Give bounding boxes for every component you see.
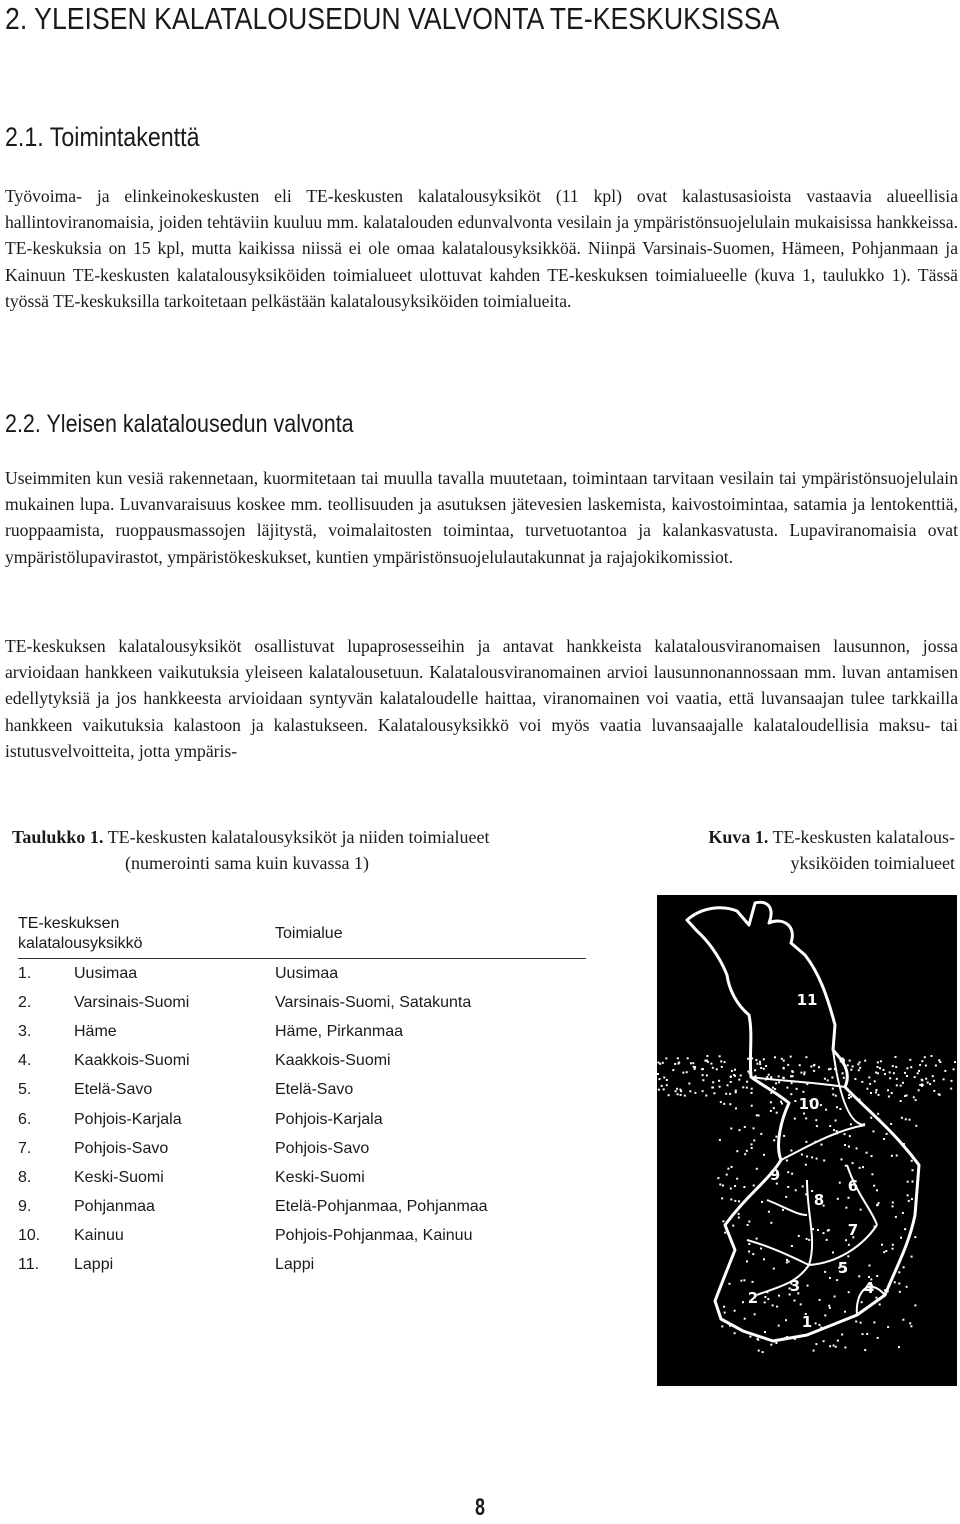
map-outline [687,902,919,1341]
row-unit: Pohjois-Savo [74,1139,169,1157]
map-region-label: 9 [769,1166,781,1184]
row-unit: Kaakkois-Suomi [74,1052,190,1070]
row-unit: Kainuu [74,1227,124,1245]
map-region-label: 3 [789,1277,801,1295]
row-unit: Häme [74,1022,117,1040]
table-caption-line1: TE-keskusten kalatalousyksiköt ja niiden toimialueet [107,827,490,847]
figure-caption [660,824,955,876]
map-region-label: 2 [747,1289,759,1307]
table-row [18,1017,586,1046]
row-number: 8. [18,1168,32,1186]
map-region-label: 5 [837,1259,849,1277]
row-number: 6. [18,1110,32,1128]
row-area: Varsinais-Suomi, Satakunta [275,993,472,1011]
map-region-label: 4 [863,1279,875,1297]
map-region-border [781,1125,865,1160]
map-region-border [757,1265,809,1295]
page-heading: 2. YLEISEN KALATALOUSEDUN VALVONTA TE-KESKUKSISSA [5,1,780,36]
map-region-label: 10 [798,1095,820,1113]
header-unit-line1: TE-keskuksen [18,915,120,932]
row-area: Keski-Suomi [275,1168,365,1186]
table-caption-line2: (numerointi sama kuin kuvassa 1) [125,853,369,873]
row-area: Häme, Pirkanmaa [275,1022,404,1040]
header-area: Toimialue [275,914,586,959]
section-heading-toimintakentta: 2.1. Toimintakenttä [5,122,200,152]
table-row [18,1222,586,1251]
paragraph-toimintakentta: Työvoima- ja elinkeinokeskusten eli TE-keskusten kalatalousyksiköt (11 kpl) ovat kalastusasioista vastaavia alueellisia hallintoviranomaisia, joiden tehtäviin kuuluu mm. kalatalouden edunvalvonta vesilain ja ympäristönsuojelulain mukaisissa hankkeissa. TE-keskuksia on 15 kpl, mutta kaikissa niissä ei ole omaa kalatalousyksikköä. Niinpä Varsinais-Suomen, Hämeen, Pohjanmaan ja Kainuun TE-keskusten kalatalousyksiköiden toimialueet ulottuvat kahden TE-keskuksen toimialueelle (kuva 1, taulukko 1). Tässä työssä TE-keskuksilla tarkoitetaan pelkästään kalatalousyksiköiden toimialueita. [5,186,958,311]
row-number: 2. [18,993,32,1011]
map-region-border [747,1240,809,1265]
row-unit: Lappi [74,1256,114,1274]
row-area: Kaakkois-Suomi [275,1052,391,1070]
map-region-border [807,1180,812,1265]
table-row [18,1251,586,1280]
header-unit-line2: kalatalousyksikkö [18,935,143,952]
paragraph-luvat: Useimmiten kun vesiä rakennetaan, kuormitetaan tai muulla tavalla muutetaan, toimintaan tarvitaan vesilain tai ympäristönsuojelulain mukainen lupa. Luvanvaraisuus koskee mm. teollisuuden ja asutuksen jätevesien laskemista, kaivostoimintaa, satamia ja lentokenttiä, ruoppaamista, ruoppausmassojen läjitystä, voimalaitosten toimintaa, turvetuotantoa ja kalankasvatusta. Lupaviranomaisia ovat ympäristölupavirastot, ympäristökeskukset, kuntien ympäristönsuojelulautakunnat ja rajajokikomissiot. [5,468,958,567]
row-number: 11. [18,1256,40,1274]
table-row [18,1105,586,1134]
figure-caption-label: Kuva 1. [708,827,769,847]
row-number: 10. [18,1227,41,1245]
map-region-label: 6 [847,1177,859,1195]
table-row [18,1163,586,1192]
row-unit: Etelä-Savo [74,1081,153,1099]
row-area: Etelä-Pohjanmaa, Pohjanmaa [275,1198,488,1216]
row-unit: Uusimaa [74,964,138,982]
section-heading-valvonta: 2.2. Yleisen kalatalousedun valvonta [5,410,354,438]
map-region-label: 1 [801,1313,813,1331]
row-unit: Pohjanmaa [74,1198,155,1216]
row-number: 7. [18,1139,32,1157]
table-row [18,1193,586,1222]
row-area: Pohjois-Karjala [275,1110,383,1128]
row-number: 9. [18,1198,32,1216]
table-caption [12,824,652,876]
row-area: Uusimaa [275,964,339,982]
header-unit [18,914,275,959]
finland-map [657,895,957,1386]
table-caption-label: Taulukko 1. [12,827,104,847]
row-area: Lappi [275,1256,315,1274]
toimialue-table [18,914,586,1280]
table-header-row [18,914,586,959]
paragraph-lausunto: TE-keskuksen kalatalousyksiköt osallistuvat lupaprosesseihin ja antavat hankkeista kalatalousviranomaisen lausunnon, jossa arvioidaan hankkeen vaikutuksia yleiseen kalatalousetuun. Kalatalousviranomainen arvioi lausunnonannossaan mm. luvan antamisen edellytyksiä ja jos hankkeesta arvioidaan syntyvän kalataloudelle haittaa, viranomainen voi vaatia, että luvansaajan tulee tarkkailla hankkeen vaikutuksia kalastoon ja kalastukseen. Kalatalousyksikkö voi myös vaatia luvansaajalle kalataloudellisia maksu- tai istutusvelvoitteita, jotta ympäris- [5,636,958,761]
table-row [18,1134,586,1163]
table-row [18,1076,586,1105]
map-region-label: 11 [796,991,818,1009]
map-region-border [767,1200,807,1215]
row-area: Pohjois-Pohjanmaa, Kainuu [275,1227,473,1245]
row-unit: Pohjois-Karjala [74,1110,182,1128]
row-number: 4. [18,1052,32,1070]
map-region-label: 8 [813,1191,825,1209]
figure-caption-line2: yksiköiden toimialueet [790,853,955,873]
row-number: 5. [18,1081,32,1099]
table-row [18,1047,586,1076]
row-number: 3. [18,1022,32,1040]
figure-caption-line1: TE-keskusten kalatalous- [772,827,955,847]
row-area: Pohjois-Savo [275,1139,370,1157]
page-number: 8 [474,1494,486,1521]
row-unit: Keski-Suomi [74,1168,164,1186]
map-region-label: 7 [847,1221,859,1239]
row-area: Etelä-Savo [275,1081,354,1099]
row-number: 1. [18,964,32,982]
row-unit: Varsinais-Suomi [74,993,190,1011]
table-row [18,988,586,1017]
table-row [18,959,586,989]
